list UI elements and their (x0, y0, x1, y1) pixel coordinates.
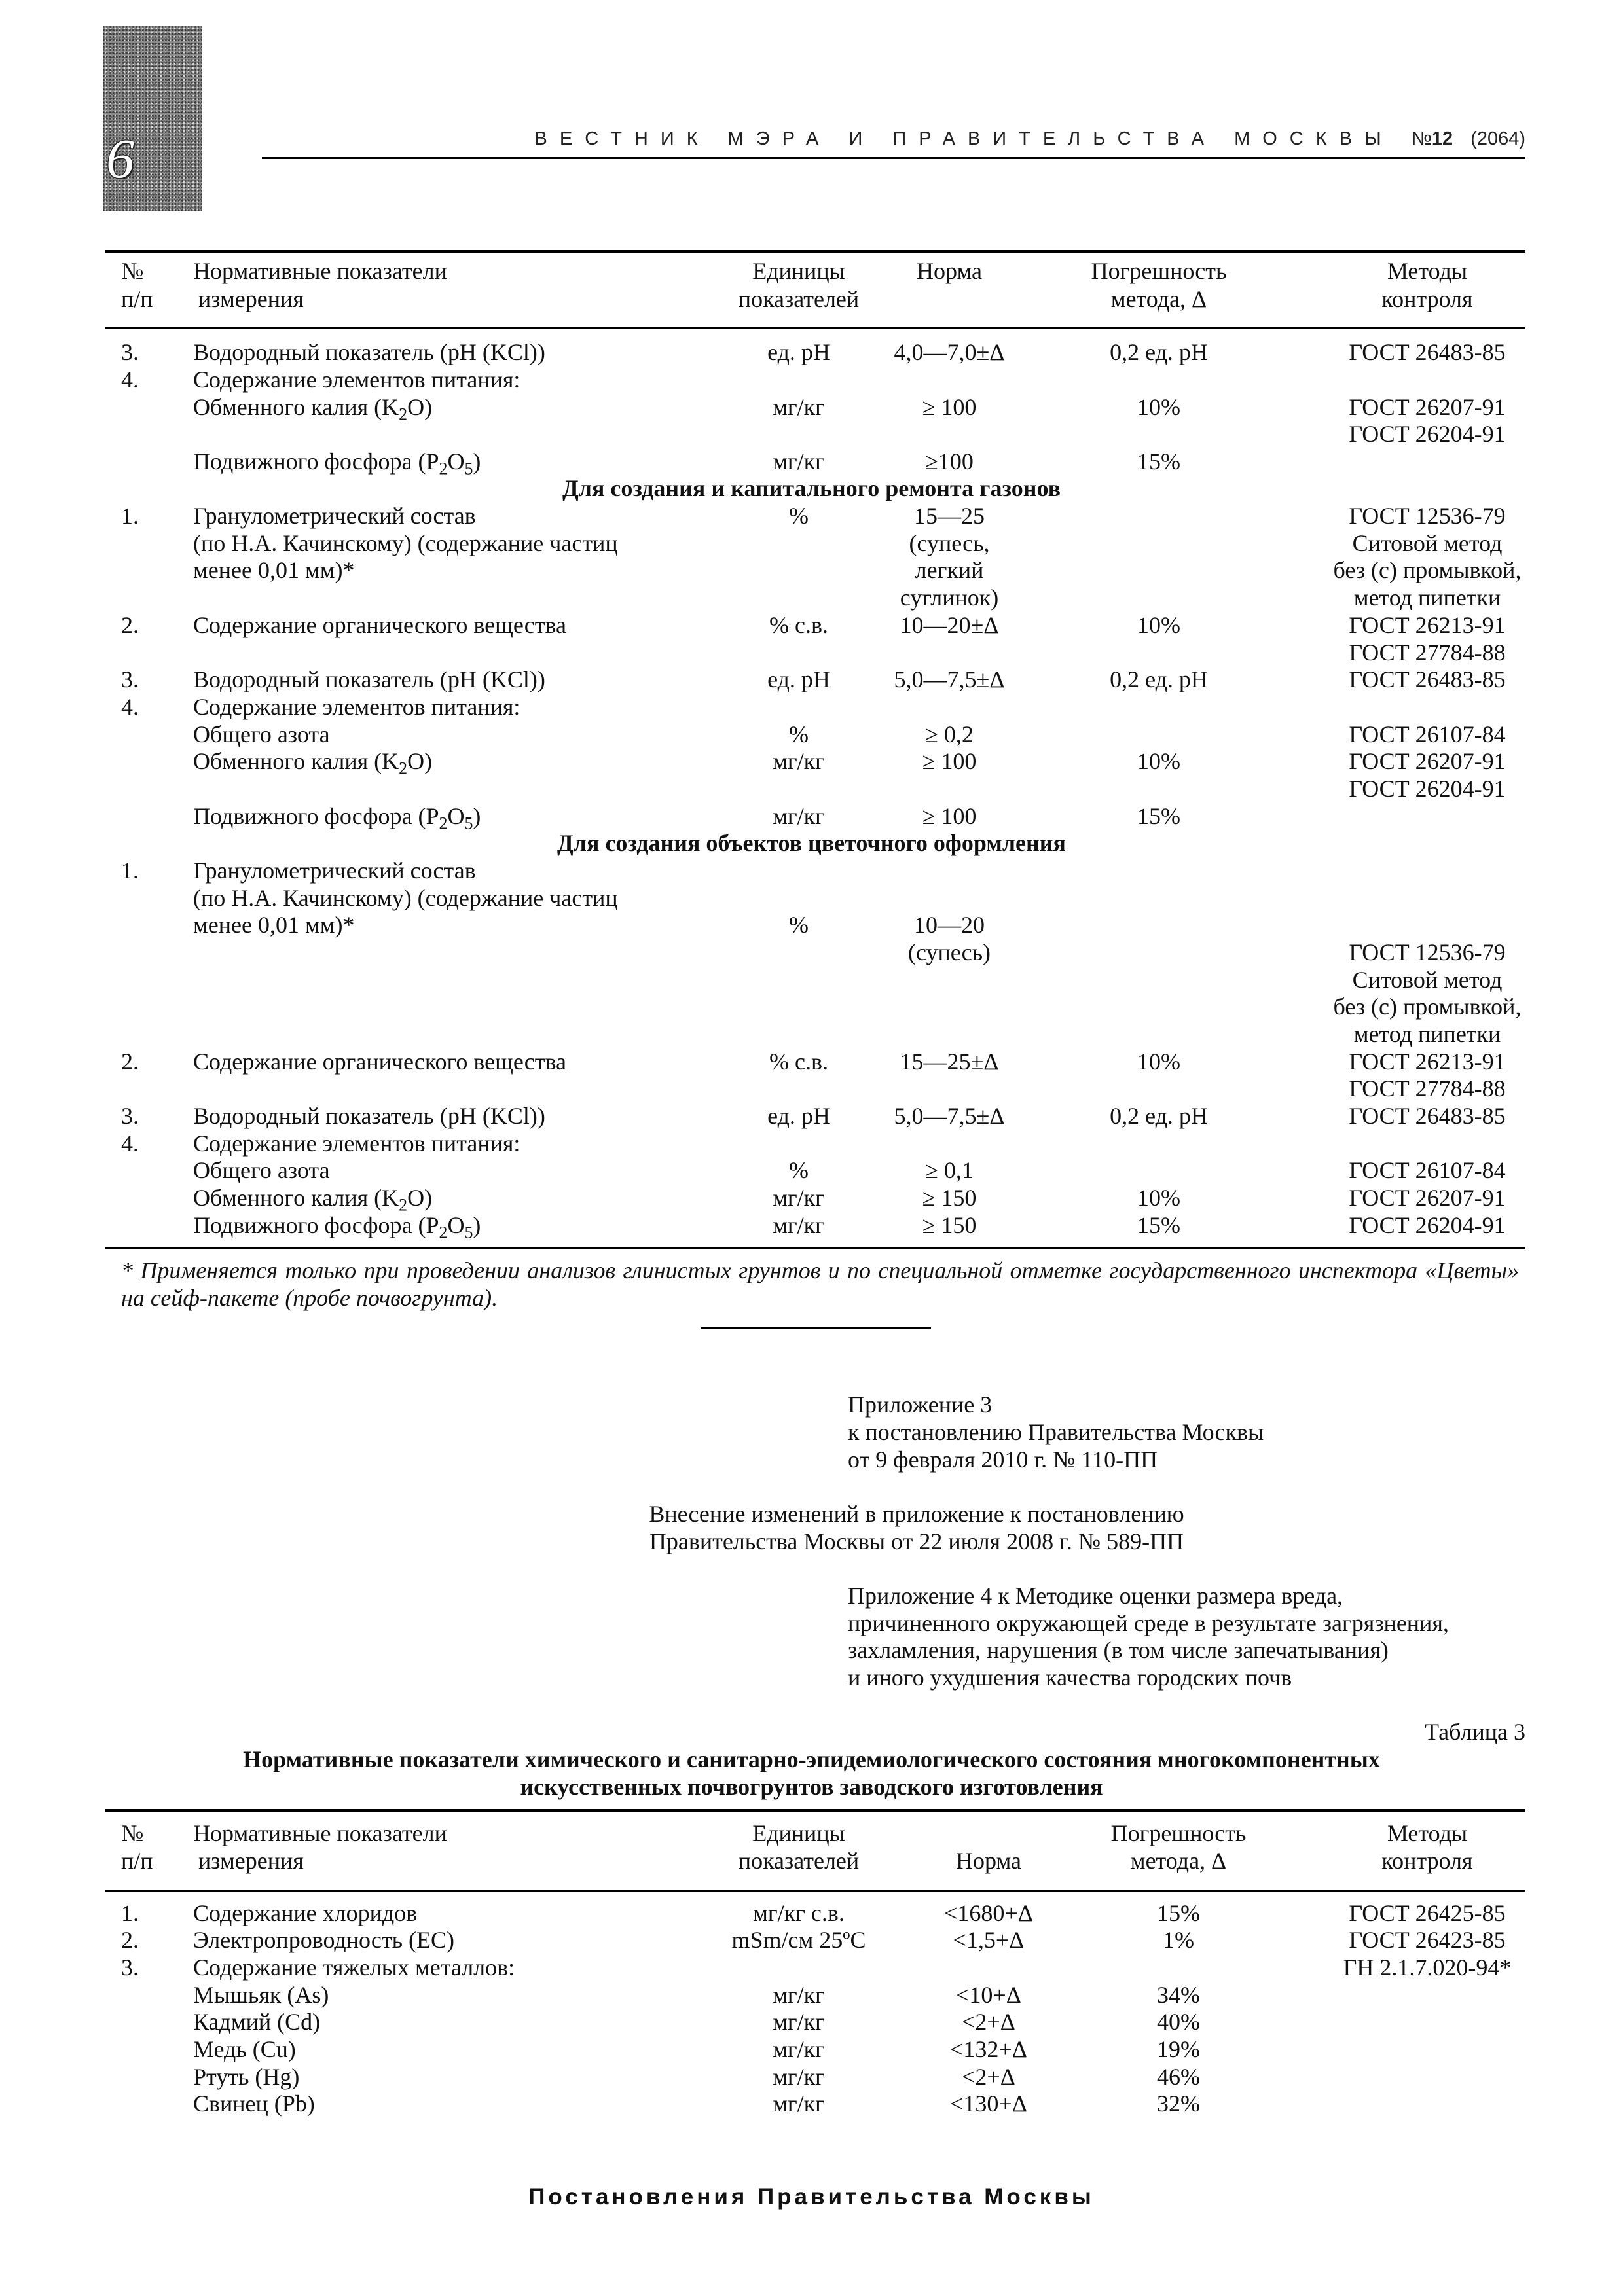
t1-name: Обменного калия $(K_2O)$ (193, 748, 433, 778)
amendment-line-1: Внесение изменений в приложение к постановлению (649, 1501, 1184, 1527)
t1-method: ГОСТ 26213-91 (1349, 612, 1506, 638)
t1-norm: 15—25±Δ (900, 1049, 999, 1075)
t1-method: ГОСТ 26483-85 (1349, 1103, 1506, 1129)
t1-method: ГОСТ 12536-79 (1349, 503, 1506, 529)
t2-error: 19% (1157, 2036, 1200, 2062)
t1-num: 3. (121, 339, 139, 365)
t1-error: 0,2 ед. рН (1110, 1103, 1208, 1129)
t2-unit: мг/кг (773, 1982, 825, 2008)
t2-name: Электропроводность (ЕС) (193, 1927, 454, 1953)
t1-error: 10% (1137, 612, 1180, 638)
t2-unit: мг/кг (773, 2064, 825, 2090)
t1-method: ГОСТ 26207-91 (1349, 1185, 1506, 1211)
table2-header-method-2: контроля (1381, 1848, 1473, 1874)
t2-norm: <130+Δ (950, 2090, 1027, 2117)
t1-norm: ≥ 150 (922, 1212, 977, 1238)
t2-name: Ртуть (Hg) (193, 2064, 300, 2090)
t1-norm: 4,0—7,0±Δ (894, 339, 1005, 365)
t1-num: 1. (121, 503, 139, 529)
t2-name: Мышьяк (As) (193, 1982, 329, 2008)
t1-unit: ед. рН (767, 339, 830, 365)
t1-error: 15% (1137, 448, 1180, 475)
t1-norm: 5,0—7,5±Δ (894, 1103, 1005, 1129)
t1-num: 1. (121, 857, 139, 884)
table2-header-method-1: Методы (1387, 1820, 1468, 1846)
t2-num: 3. (121, 1954, 139, 1981)
t1-name: Обменного калия $(K_2O)$ (193, 394, 433, 424)
t2-name: Содержание хлоридов (193, 1900, 418, 1926)
t1-norm: (супесь, (909, 530, 990, 556)
table-label: Таблица 3 (1425, 1719, 1525, 1745)
t1-norm: легкий (915, 557, 984, 583)
appendix-line-2: к постановлению Правительства Москвы (848, 1419, 1264, 1445)
issue-total: (2064) (1470, 128, 1525, 149)
t1-name: Водородный показатель (pH (KCl)) (193, 1103, 545, 1129)
t1-error: 15% (1137, 803, 1180, 829)
t1-norm: ≥ 100 (922, 394, 977, 420)
t1-name: Подвижного фосфора $(P_2O_5)$ (193, 803, 481, 833)
t2-error: 40% (1157, 2009, 1200, 2035)
t1-method: ГОСТ 12536-79 (1349, 939, 1506, 965)
t1-unit: % с.в. (769, 612, 828, 638)
t1-num: 4. (121, 1130, 139, 1157)
t2-error: 32% (1157, 2090, 1200, 2117)
t1-norm: 5,0—7,5±Δ (894, 666, 1005, 692)
table2-header-unit-2: показателей (738, 1848, 860, 1874)
footnote: * Применяется только при проведении анализов глинистых грунтов и по специальной отметке государственного инспектора «Цветы» на сейф-пакете (пробе почвогрунта). (121, 1257, 1519, 1311)
t1-num: 3. (121, 1103, 139, 1129)
t1-name: менее 0,01 мм)* (193, 557, 355, 583)
t1-unit: % с.в. (769, 1049, 828, 1075)
t1-name: Обменного калия $(K_2O)$ (193, 1185, 433, 1215)
t1-name: Водородный показатель (pH (KCl)) (193, 339, 545, 365)
t2-method: ГН 2.1.7.020-94* (1343, 1954, 1512, 1981)
t2-norm: <1,5+Δ (953, 1927, 1025, 1953)
t1-num: 3. (121, 666, 139, 692)
t1-method: метод пипетки (1353, 1021, 1501, 1047)
section-flowers-title: Для создания объектов цветочного оформления (557, 830, 1066, 856)
table1-header-error-1: Погрешность (1091, 258, 1227, 284)
separator-rule (701, 1327, 931, 1329)
t1-norm: 15—25 (914, 503, 985, 529)
t1-name: Общего азота (193, 721, 330, 747)
table1-header-name-2: измерения (198, 286, 304, 312)
table1-header-method-2: контроля (1381, 286, 1473, 312)
table2-top-rule (105, 1809, 1525, 1812)
issue-number: 12 (1431, 128, 1453, 149)
t1-error: 10% (1137, 748, 1180, 774)
t1-unit: ед. рН (767, 666, 830, 692)
table2-header-unit-1: Единицы (752, 1820, 845, 1846)
table1-header-unit-1: Единицы (752, 258, 845, 284)
t1-method: ГОСТ 26207-91 (1349, 394, 1506, 420)
t2-unit: мг/кг (773, 2009, 825, 2035)
t1-method: ГОСТ 27784-88 (1349, 1075, 1506, 1102)
t1-num: 4. (121, 694, 139, 720)
t2-unit: mSm/см 25ºС (731, 1927, 866, 1953)
t1-method: без (с) промывкой, (1333, 994, 1522, 1020)
t2-error: 15% (1157, 1900, 1200, 1926)
table2-header-num-1: № (121, 1820, 144, 1846)
t1-unit: % (789, 721, 809, 747)
t2-unit: мг/кг с.в. (753, 1900, 845, 1926)
t1-name: Водородный показатель (pH (KCl)) (193, 666, 545, 692)
t2-name: Свинец (Pb) (193, 2090, 315, 2117)
table1-header-rule (105, 327, 1525, 329)
table2-header-error-2: метода, Δ (1130, 1848, 1227, 1874)
t1-norm: ≥ 0,2 (925, 721, 974, 747)
t1-method: Ситовой метод (1352, 530, 1503, 556)
t1-name: Общего азота (193, 1157, 330, 1183)
appendix-line-1: Приложение 3 (848, 1391, 993, 1418)
t1-error: 0,2 ед. рН (1110, 666, 1208, 692)
appendix-line-3: от 9 февраля 2010 г. № 110-ПП (848, 1446, 1158, 1473)
t1-unit: мг/кг (773, 1212, 825, 1238)
table2-header-name-2: измерения (198, 1848, 304, 1874)
t1-method: ГОСТ 26213-91 (1349, 1049, 1506, 1075)
t1-norm: ≥ 0,1 (925, 1157, 974, 1183)
table2-header-norm: Норма (956, 1848, 1021, 1874)
journal-title: ВЕСТНИК МЭРА И ПРАВИТЕЛЬСТВА МОСКВЫ (534, 128, 1394, 149)
table1-header-num-2: п/п (121, 286, 153, 312)
t1-error: 10% (1137, 394, 1180, 420)
t1-num: 2. (121, 612, 139, 638)
t2-unit: мг/кг (773, 2090, 825, 2117)
section-lawns-title: Для создания и капитального ремонта газонов (562, 475, 1061, 501)
t1-unit: мг/кг (773, 394, 825, 420)
t1-method: Ситовой метод (1352, 967, 1503, 993)
t1-norm: ≥ 100 (922, 748, 977, 774)
t2-name: Кадмий (Cd) (193, 2009, 321, 2035)
t1-name: Содержание элементов питания: (193, 694, 520, 720)
t2-name: Содержание тяжелых металлов: (193, 1954, 515, 1981)
t2-method: ГОСТ 26423-85 (1349, 1927, 1506, 1953)
journal-header (465, 128, 1525, 150)
t1-unit: ед. рН (767, 1103, 830, 1129)
table1-header-method-1: Методы (1387, 258, 1468, 284)
appendix4-line-3: захламления, нарушения (в том числе запечатывания) (848, 1637, 1389, 1663)
t1-method: ГОСТ 26204-91 (1349, 1212, 1506, 1238)
t1-name: (по Н.А. Качинскому) (содержание частиц (193, 530, 618, 556)
t1-name: (по Н.А. Качинскому) (содержание частиц (193, 885, 618, 911)
t1-num: 2. (121, 1049, 139, 1075)
appendix4-line-4: и иного ухудшения качества городских почв (848, 1664, 1292, 1691)
t1-norm: ≥ 150 (922, 1185, 977, 1211)
table1-header-name-1: Нормативные показатели (193, 258, 447, 284)
t2-norm: <2+Δ (962, 2064, 1015, 2090)
t2-norm: <10+Δ (956, 1982, 1021, 2008)
t1-name: Подвижного фосфора $(P_2O_5)$ (193, 1212, 481, 1242)
t1-norm: 10—20±Δ (900, 612, 999, 638)
appendix4-line-2: причиненного окружающей среде в результате загрязнения, (848, 1610, 1449, 1636)
t1-error: 0,2 ед. рН (1110, 339, 1208, 365)
t2-num: 1. (121, 1900, 139, 1926)
page-footer: Постановления Правительства Москвы (528, 2184, 1095, 2210)
t2-norm: <2+Δ (962, 2009, 1015, 2035)
t2-norm: <132+Δ (950, 2036, 1027, 2062)
t2-name: Медь (Cu) (193, 2036, 296, 2062)
table-title-2: искусственных почвогрунтов заводского изготовления (520, 1774, 1103, 1800)
t1-method: ГОСТ 26107-84 (1349, 721, 1506, 747)
t1-norm: ≥ 100 (922, 803, 977, 829)
table-title-1: Нормативные показатели химического и санитарно-эпидемиологического состояния многокомпонентных (243, 1746, 1380, 1772)
t1-unit: мг/кг (773, 803, 825, 829)
t1-method: ГОСТ 26107-84 (1349, 1157, 1506, 1183)
table2-header-name-1: Нормативные показатели (193, 1820, 447, 1846)
table2-header-num-2: п/п (121, 1848, 153, 1874)
table2-header-rule (105, 1890, 1525, 1892)
t1-name: Содержание элементов питания: (193, 367, 520, 393)
table2-header-error-1: Погрешность (1110, 1820, 1247, 1846)
t1-norm: 10—20 (914, 912, 985, 938)
t1-unit: мг/кг (773, 448, 825, 475)
t2-num: 2. (121, 1927, 139, 1953)
t1-name: Гранулометрический состав (193, 503, 476, 529)
table1-header-num-1: № (121, 258, 144, 284)
t1-unit: % (789, 503, 809, 529)
appendix4-line-1: Приложение 4 к Методике оценки размера вреда, (848, 1583, 1343, 1609)
t1-num: 4. (121, 367, 139, 393)
t1-norm: суглинок) (900, 584, 999, 611)
t2-error: 46% (1157, 2064, 1200, 2090)
t1-method: без (с) промывкой, (1333, 557, 1522, 583)
t1-method: ГОСТ 26483-85 (1349, 339, 1506, 365)
table1-header-error-2: метода, Δ (1110, 286, 1207, 312)
t1-unit: мг/кг (773, 748, 825, 774)
t1-method: ГОСТ 26483-85 (1349, 666, 1506, 692)
issue-prefix: № (1411, 128, 1432, 149)
t2-error: 34% (1157, 1982, 1200, 2008)
t1-error: 15% (1137, 1212, 1180, 1238)
t2-unit: мг/кг (773, 2036, 825, 2062)
t1-unit: % (789, 1157, 809, 1183)
t2-error: 1% (1163, 1927, 1194, 1953)
table1-header-norm: Норма (917, 258, 982, 284)
t1-method: ГОСТ 26204-91 (1349, 776, 1506, 802)
t1-method: метод пипетки (1353, 584, 1501, 611)
t1-norm: (супесь) (907, 939, 991, 965)
table1-bottom-rule (105, 1247, 1525, 1249)
t1-name: Содержание органического вещества (193, 1049, 566, 1075)
t1-unit: мг/кг (773, 1185, 825, 1211)
t1-norm: ≥100 (925, 448, 974, 475)
table1-top-rule (105, 250, 1525, 253)
t1-name: Содержание органического вещества (193, 612, 566, 638)
t1-method: ГОСТ 26204-91 (1349, 421, 1506, 447)
t1-method: ГОСТ 26207-91 (1349, 748, 1506, 774)
t1-error: 10% (1137, 1049, 1180, 1075)
t2-norm: <1680+Δ (944, 1900, 1033, 1926)
table1-header-unit-2: показателей (738, 286, 860, 312)
t1-unit: % (789, 912, 809, 938)
t1-name: Содержание элементов питания: (193, 1130, 520, 1157)
t1-method: ГОСТ 27784-88 (1349, 639, 1506, 666)
t1-name: Гранулометрический состав (193, 857, 476, 884)
page-number: 6 (106, 127, 134, 190)
t1-error: 10% (1137, 1185, 1180, 1211)
t1-name: менее 0,01 мм)* (193, 912, 355, 938)
t2-method: ГОСТ 26425-85 (1349, 1900, 1506, 1926)
amendment-line-2: Правительства Москвы от 22 июля 2008 г. № 589-ПП (649, 1528, 1184, 1554)
header-rule (262, 157, 1525, 159)
t1-name: Подвижного фосфора $(P_2O_5)$ (193, 448, 481, 478)
